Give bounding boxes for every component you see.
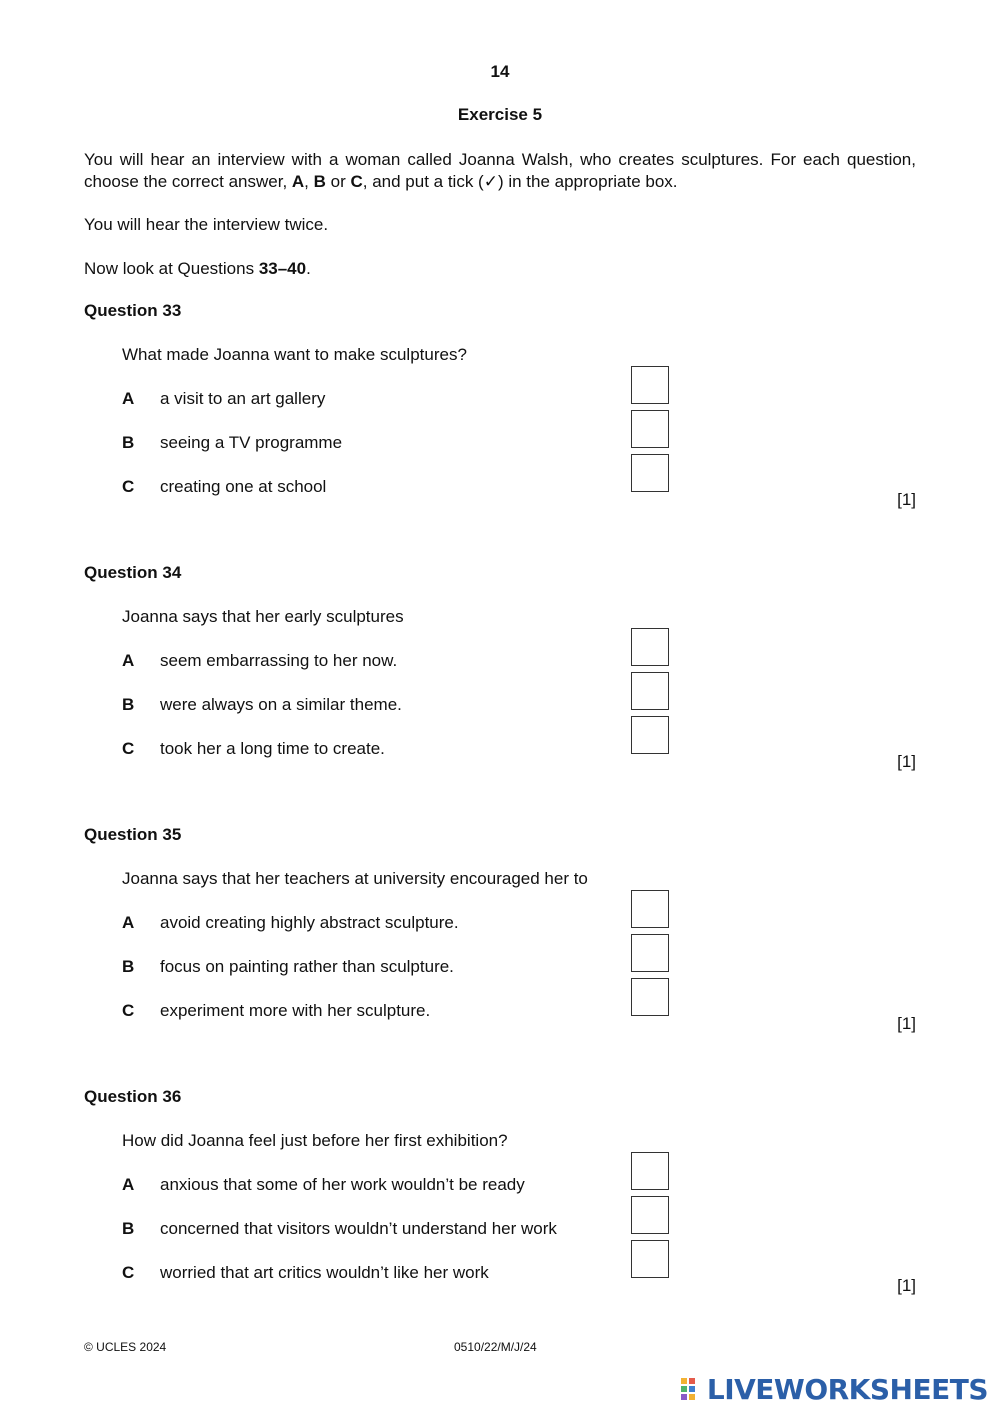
answer-checkbox-36-a[interactable] [631,1152,669,1190]
questions-range-text: Now look at Questions [84,259,259,278]
copyright-notice: © UCLES 2024 [84,1340,167,1354]
option-b [0,957,700,997]
option-text: experiment more with her sculpture. [160,1001,431,1020]
instructions-paragraph [84,149,916,193]
option-a [0,651,700,691]
question-stem: What made Joanna want to make sculptures? [122,345,467,364]
option-letter: A [122,389,135,408]
question-35 [0,825,1000,1075]
question-stem: How did Joanna feel just before her first exhibition? [122,1131,508,1150]
marks-label: [1] [897,1276,916,1295]
option-a [0,913,700,953]
option-text: concerned that visitors wouldn’t understand her work [160,1219,557,1238]
page-number: 14 [490,62,510,81]
paper-code: 0510/22/M/J/24 [454,1340,537,1354]
option-letter: B [122,957,135,976]
answer-checkbox-34-c[interactable] [631,716,669,754]
option-letter: A [122,913,135,932]
question-stem: Joanna says that her teachers at university encouraged her to [122,869,588,888]
answer-checkbox-36-b[interactable] [631,1196,669,1234]
option-b-ref: B [313,172,326,191]
option-letter: C [122,1001,135,1020]
option-text: focus on painting rather than sculpture. [160,957,454,976]
marks-label: [1] [897,1014,916,1033]
option-text: worried that art critics wouldn’t like her work [160,1263,489,1282]
answer-checkbox-34-b[interactable] [631,672,669,710]
liveworksheets-logo-icon [681,1378,703,1400]
option-letter: B [122,433,135,452]
option-a [0,1175,700,1215]
option-text: were always on a similar theme. [160,695,402,714]
question-title: Question 36 [84,1087,182,1106]
brand-logo[interactable] [681,1372,988,1406]
questions-range-text: . [306,259,311,278]
question-title: Question 34 [84,563,182,582]
option-c [0,477,700,517]
question-34 [0,563,1000,813]
option-letter: B [122,1219,135,1238]
question-title: Question 33 [84,301,182,320]
option-text: creating one at school [160,477,327,496]
question-36 [0,1087,1000,1337]
option-b [0,695,700,735]
option-letter: A [122,1175,135,1194]
questions-range-note [84,258,916,280]
option-a [0,389,700,429]
answer-checkbox-35-b[interactable] [631,934,669,972]
instructions-text: , and put a tick (✓) in the appropriate box. [362,172,678,191]
instructions-text: or [325,172,351,191]
marks-label: [1] [897,490,916,509]
option-b [0,433,700,473]
option-text: took her a long time to create. [160,739,385,758]
question-stem: Joanna says that her early sculptures [122,607,404,626]
option-c [0,1263,700,1303]
option-letter: B [122,695,135,714]
answer-checkbox-33-c[interactable] [631,454,669,492]
option-letter: C [122,739,135,758]
marks-label: [1] [897,752,916,771]
question-title: Question 35 [84,825,182,844]
option-a-ref: A [291,172,305,191]
option-c-ref: C [350,172,363,191]
option-text: seem embarrassing to her now. [160,651,398,670]
option-letter: A [122,651,135,670]
answer-checkbox-34-a[interactable] [631,628,669,666]
option-letter: C [122,477,135,496]
brand-text: LIVEWORKSHEETS [706,1372,988,1406]
answer-checkbox-33-b[interactable] [631,410,669,448]
exercise-title: Exercise 5 [457,105,543,124]
instructions-text: , [304,172,314,191]
option-text: anxious that some of her work wouldn’t be ready [160,1175,525,1194]
answer-checkbox-36-c[interactable] [631,1240,669,1278]
question-33 [0,301,1000,551]
listen-twice-note: You will hear the interview twice. [84,215,329,234]
option-text: seeing a TV programme [160,433,343,452]
option-letter: C [122,1263,135,1282]
option-text: avoid creating highly abstract sculpture. [160,913,459,932]
questions-range: 33–40 [258,259,307,278]
option-b [0,1219,700,1259]
answer-checkbox-35-c[interactable] [631,978,669,1016]
answer-checkbox-35-a[interactable] [631,890,669,928]
instructions-text: You will hear an interview with a woman called Joanna Walsh, who creates sculptures. For each question, choose the correct answer, [84,150,916,191]
option-c [0,1001,700,1041]
option-c [0,739,700,779]
answer-checkbox-33-a[interactable] [631,366,669,404]
option-text: a visit to an art gallery [160,389,326,408]
